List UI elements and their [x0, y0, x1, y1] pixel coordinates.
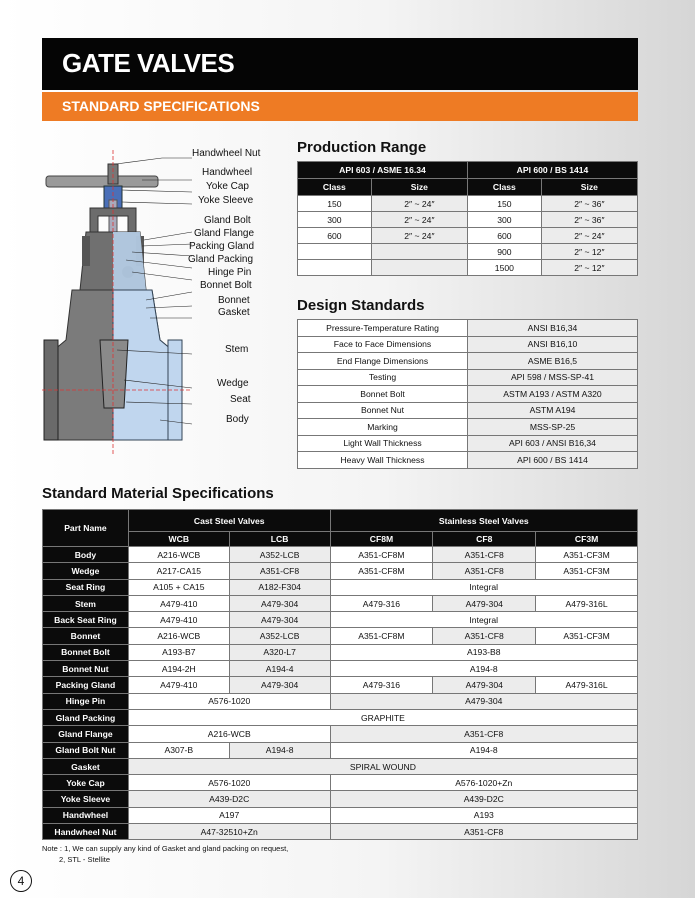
- label-hinge-pin: Hinge Pin: [208, 267, 252, 278]
- cell: 2″ ~ 36″: [541, 212, 637, 228]
- cell: A576-1020: [128, 693, 330, 709]
- cell: ANSI B16,10: [468, 336, 638, 353]
- page-subtitle: STANDARD SPECIFICATIONS: [62, 98, 260, 114]
- cell: A479-304: [229, 595, 330, 611]
- label-handwheel-nut: Handwheel Nut: [192, 148, 261, 159]
- part-name-cell: Handwheel: [43, 807, 129, 823]
- cell: A216-WCB: [128, 547, 229, 563]
- cell: 300: [298, 212, 372, 228]
- cell: API 603 / ANSI B16,34: [468, 435, 638, 452]
- label-gland-flange: Gland Flange: [194, 228, 255, 239]
- cell: Bonnet Nut: [298, 402, 468, 419]
- cell: 600: [298, 228, 372, 244]
- cell: A320-L7: [229, 644, 330, 660]
- cell: A479-304: [330, 693, 637, 709]
- col-cf8m: CF8M: [330, 532, 433, 547]
- cell: A351-CF8M: [330, 628, 433, 644]
- table-row: [43, 742, 638, 758]
- cell: ASME B16,5: [468, 353, 638, 370]
- cell: 2″ ~ 12″: [541, 244, 637, 260]
- cell: 1500: [467, 260, 541, 276]
- cell: A105 + CA15: [128, 579, 229, 595]
- cell: A479-304: [433, 595, 536, 611]
- part-name-cell: Bonnet Bolt: [43, 644, 129, 660]
- col-cf3m: CF3M: [536, 532, 638, 547]
- cell: 2″ ~ 24″: [371, 212, 467, 228]
- footnote: [42, 843, 288, 865]
- cell: A351-CF8M: [330, 547, 433, 563]
- cell: 300: [467, 212, 541, 228]
- cell: Integral: [330, 579, 637, 595]
- cell: A193: [330, 807, 637, 823]
- cell: A351-CF8: [433, 563, 536, 579]
- title-bar: [42, 38, 638, 90]
- design-standards-title: Design Standards: [297, 297, 425, 314]
- part-name-cell: Bonnet Nut: [43, 661, 129, 677]
- cell: A479-410: [128, 612, 229, 628]
- prod-col-class-1: Class: [298, 179, 372, 196]
- cell: A351-CF3M: [536, 547, 638, 563]
- cell: A479-304: [229, 677, 330, 693]
- cell: A351-CF3M: [536, 563, 638, 579]
- cell: A352-LCB: [229, 628, 330, 644]
- table-row: [298, 212, 638, 228]
- cell: A351-CF8: [433, 628, 536, 644]
- cell: A47-32510+Zn: [128, 824, 330, 840]
- cell: A479-316: [330, 677, 433, 693]
- cell: GRAPHITE: [128, 709, 637, 725]
- cell: 2″ ~ 36″: [541, 196, 637, 212]
- part-name-cell: Wedge: [43, 563, 129, 579]
- material-specs-table: [42, 509, 638, 840]
- cell: A351-CF8: [433, 547, 536, 563]
- cell: 2″ ~ 24″: [371, 196, 467, 212]
- col-cf8: CF8: [433, 532, 536, 547]
- cell: A576-1020+Zn: [330, 775, 637, 791]
- cell: 600: [467, 228, 541, 244]
- table-row: [43, 628, 638, 644]
- label-yoke-sleeve: Yoke Sleeve: [198, 195, 254, 206]
- part-name-cell: Body: [43, 547, 129, 563]
- prod-col-size-1: Size: [371, 179, 467, 196]
- cell: Light Wall Thickness: [298, 435, 468, 452]
- table-row: [43, 824, 638, 840]
- production-range-title: Production Range: [297, 139, 427, 156]
- part-name-cell: Handwheel Nut: [43, 824, 129, 840]
- table-row: [43, 791, 638, 807]
- table-row: [298, 260, 638, 276]
- label-body: Body: [226, 414, 249, 425]
- production-range-table: [297, 161, 638, 276]
- cell: Bonnet Bolt: [298, 386, 468, 403]
- table-row: [298, 435, 638, 452]
- part-name-cell: Gland Bolt Nut: [43, 742, 129, 758]
- part-name-cell: Stem: [43, 595, 129, 611]
- material-specs-title: Standard Material Specifications: [42, 485, 274, 502]
- cell: A439-D2C: [128, 791, 330, 807]
- cell: A479-304: [433, 677, 536, 693]
- cell: [371, 260, 467, 276]
- cell: [371, 244, 467, 260]
- table-row: [298, 369, 638, 386]
- table-row: [43, 677, 638, 693]
- cell: A479-410: [128, 595, 229, 611]
- gate-valve-diagram: [42, 140, 261, 460]
- cell: Marking: [298, 419, 468, 436]
- prod-group-2: API 600 / BS 1414: [467, 162, 637, 179]
- table-row: [298, 452, 638, 469]
- page-title: GATE VALVES: [62, 48, 235, 78]
- cell: A217-CA15: [128, 563, 229, 579]
- cell: A351-CF8: [330, 726, 637, 742]
- cell: 150: [467, 196, 541, 212]
- cell: 2″ ~ 24″: [541, 228, 637, 244]
- table-row: [298, 196, 638, 212]
- cell: A194-8: [330, 661, 637, 677]
- prod-col-size-2: Size: [541, 179, 637, 196]
- label-handwheel: Handwheel: [202, 167, 253, 178]
- table-row: [298, 353, 638, 370]
- cell: Face to Face Dimensions: [298, 336, 468, 353]
- cell: A182-F304: [229, 579, 330, 595]
- cell: A479-316L: [536, 677, 638, 693]
- cell: 2″ ~ 24″: [371, 228, 467, 244]
- cell: API 598 / MSS-SP-41: [468, 369, 638, 386]
- table-row: [298, 244, 638, 260]
- table-row: [43, 595, 638, 611]
- table-row: [43, 758, 638, 774]
- cell: A351-CF8M: [330, 563, 433, 579]
- label-bonnet-bolt: Bonnet Bolt: [200, 280, 252, 291]
- cell: API 600 / BS 1414: [468, 452, 638, 469]
- part-name-cell: Back Seat Ring: [43, 612, 129, 628]
- group-cast-steel: Cast Steel Valves: [128, 510, 330, 532]
- label-packing-gland: Packing Gland: [189, 241, 255, 252]
- design-standards-table: [297, 319, 638, 469]
- footnote-line-2: 2, STL - Stellite: [59, 855, 110, 864]
- cell: A307-B: [128, 742, 229, 758]
- cell: Testing: [298, 369, 468, 386]
- cell: A479-304: [229, 612, 330, 628]
- page-number: 4: [10, 870, 32, 892]
- part-name-cell: Packing Gland: [43, 677, 129, 693]
- cell: A194-8: [229, 742, 330, 758]
- subtitle-bar: [42, 92, 638, 121]
- cell: SPIRAL WOUND: [128, 758, 637, 774]
- table-row: [43, 709, 638, 725]
- cell: ASTM A193 / ASTM A320: [468, 386, 638, 403]
- cell: ANSI B16,34: [468, 320, 638, 337]
- cell: A351-CF8: [330, 824, 637, 840]
- label-yoke-cap: Yoke Cap: [206, 181, 249, 192]
- prod-group-1: API 603 / ASME 16.34: [298, 162, 468, 179]
- table-row: [298, 386, 638, 403]
- cell: A351-CF8: [229, 563, 330, 579]
- cell: A193-B8: [330, 644, 637, 660]
- part-name-cell: Seat Ring: [43, 579, 129, 595]
- cell: A479-316: [330, 595, 433, 611]
- part-name-cell: Gland Flange: [43, 726, 129, 742]
- cell: A193-B7: [128, 644, 229, 660]
- label-stem: Stem: [225, 344, 249, 355]
- cell: A352-LCB: [229, 547, 330, 563]
- label-gland-packing: Gland Packing: [188, 254, 254, 265]
- col-wcb: WCB: [128, 532, 229, 547]
- table-row: [43, 579, 638, 595]
- part-name-cell: Bonnet: [43, 628, 129, 644]
- cell: A197: [128, 807, 330, 823]
- part-name-cell: Yoke Cap: [43, 775, 129, 791]
- cell: [298, 260, 372, 276]
- label-seat: Seat: [230, 394, 251, 405]
- table-row: [43, 775, 638, 791]
- label-gland-bolt: Gland Bolt: [204, 215, 251, 226]
- part-name-cell: Yoke Sleeve: [43, 791, 129, 807]
- cell: Integral: [330, 612, 637, 628]
- table-row: [43, 726, 638, 742]
- cell: MSS-SP-25: [468, 419, 638, 436]
- cell: A194-2H: [128, 661, 229, 677]
- part-name-cell: Gland Packing: [43, 709, 129, 725]
- cell: A216-WCB: [128, 628, 229, 644]
- label-wedge: Wedge: [217, 378, 249, 389]
- cell: Heavy Wall Thickness: [298, 452, 468, 469]
- cell: [298, 244, 372, 260]
- cell: 2″ ~ 12″: [541, 260, 637, 276]
- table-row: [298, 320, 638, 337]
- footnote-line-1: Note : 1, We can supply any kind of Gasket and gland packing on request,: [42, 844, 289, 853]
- cell: A216-WCB: [128, 726, 330, 742]
- cell: Pressure-Temperature Rating: [298, 320, 468, 337]
- cell: ASTM A194: [468, 402, 638, 419]
- prod-col-class-2: Class: [467, 179, 541, 196]
- part-name-cell: Gasket: [43, 758, 129, 774]
- cell: A439-D2C: [330, 791, 637, 807]
- group-stainless-steel: Stainless Steel Valves: [330, 510, 637, 532]
- col-part-name: Part Name: [43, 510, 129, 547]
- cell: End Flange Dimensions: [298, 353, 468, 370]
- table-row: [298, 228, 638, 244]
- table-row: [43, 693, 638, 709]
- cell: A194-4: [229, 661, 330, 677]
- label-gasket: Gasket: [218, 307, 250, 318]
- table-row: [43, 661, 638, 677]
- col-lcb: LCB: [229, 532, 330, 547]
- table-row: [43, 563, 638, 579]
- table-row: [298, 419, 638, 436]
- cell: A351-CF3M: [536, 628, 638, 644]
- table-row: [43, 612, 638, 628]
- table-row: [298, 336, 638, 353]
- cell: A479-316L: [536, 595, 638, 611]
- table-row: [43, 807, 638, 823]
- cell: 900: [467, 244, 541, 260]
- table-row: [298, 402, 638, 419]
- part-name-cell: Hinge Pin: [43, 693, 129, 709]
- table-row: [43, 644, 638, 660]
- label-bonnet: Bonnet: [218, 295, 250, 306]
- cell: 150: [298, 196, 372, 212]
- cell: A576-1020: [128, 775, 330, 791]
- cell: A194-8: [330, 742, 637, 758]
- table-row: [43, 547, 638, 563]
- cell: A479-410: [128, 677, 229, 693]
